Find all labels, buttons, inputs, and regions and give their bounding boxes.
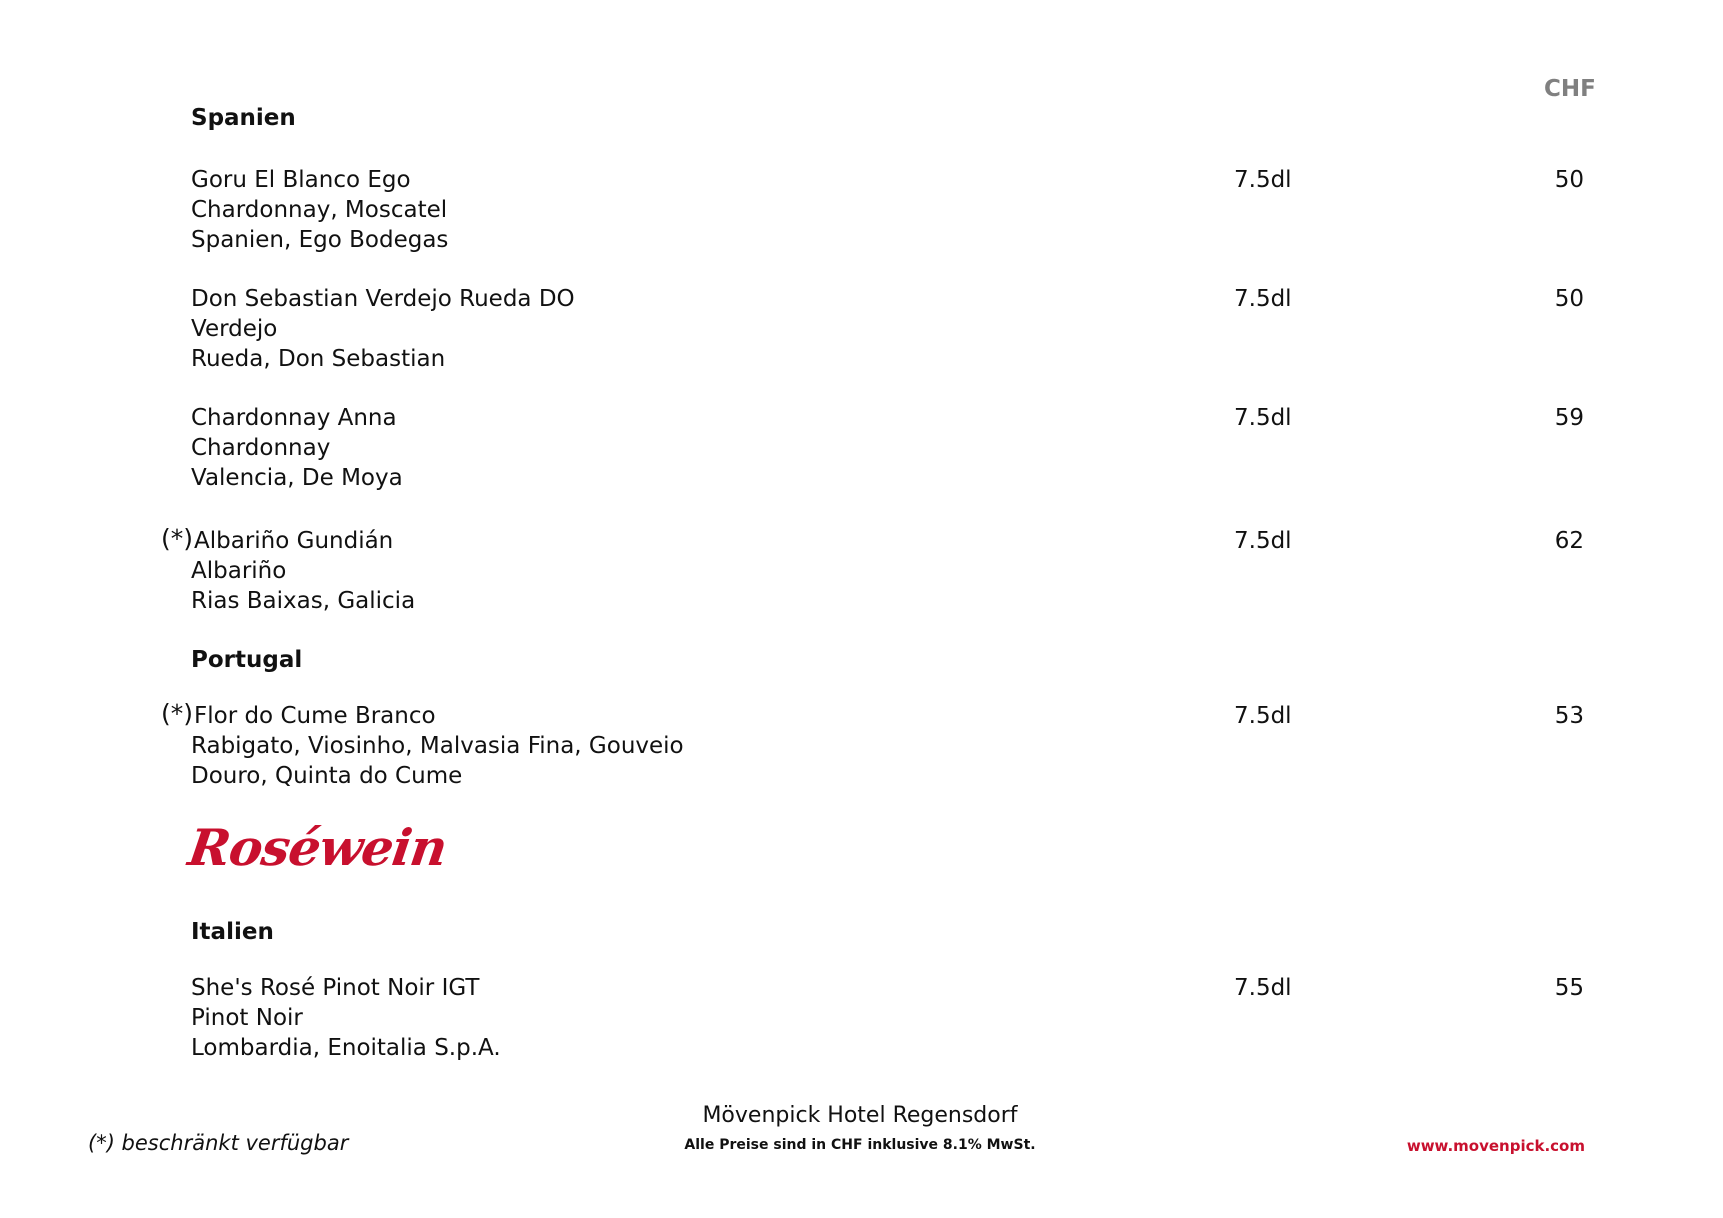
wine-price: 55 <box>1554 975 1584 1001</box>
section-title-portugal: Portugal <box>191 647 303 673</box>
section-title-rosewein: Roséwein <box>184 818 451 877</box>
hotel-name: Mövenpick Hotel Regensdorf <box>702 1103 1018 1128</box>
wine-item-goru-el-blanco-ego <box>0 165 1723 265</box>
wine-size: 7.5dl <box>1234 703 1292 729</box>
wine-origin: Valencia, De Moya <box>191 465 403 491</box>
section-title-italien: Italien <box>191 919 274 945</box>
limited-availability-marker: (*) <box>161 524 194 553</box>
wine-grapes: Chardonnay, Moscatel <box>191 197 448 223</box>
wine-size: 7.5dl <box>1234 167 1292 193</box>
wine-name: Don Sebastian Verdejo Rueda DO <box>191 286 575 312</box>
price-note: Alle Preise sind in CHF inklusive 8.1% MwSt. <box>684 1137 1036 1153</box>
wine-size: 7.5dl <box>1234 528 1292 554</box>
wine-origin: Douro, Quinta do Cume <box>191 763 463 789</box>
wine-item-shes-rose-pinot-noir <box>0 973 1723 1073</box>
wine-name: Flor do Cume Branco <box>194 703 436 729</box>
wine-size: 7.5dl <box>1234 975 1292 1001</box>
wine-name: Albariño Gundián <box>194 528 394 554</box>
wine-item-flor-do-cume-branco <box>0 701 1723 801</box>
wine-grapes: Rabigato, Viosinho, Malvasia Fina, Gouveio <box>191 733 684 759</box>
currency-column-header: CHF <box>1544 76 1596 102</box>
wine-origin: Rueda, Don Sebastian <box>191 346 446 372</box>
wine-price: 53 <box>1554 703 1584 729</box>
wine-name: Chardonnay Anna <box>191 405 397 431</box>
wine-price: 59 <box>1554 405 1584 431</box>
wine-name: She's Rosé Pinot Noir IGT <box>191 975 480 1001</box>
wine-grapes: Chardonnay <box>191 435 331 461</box>
wine-name: Goru El Blanco Ego <box>191 167 411 193</box>
wine-origin: Lombardia, Enoitalia S.p.A. <box>191 1035 501 1061</box>
wine-price: 62 <box>1554 528 1584 554</box>
wine-item-chardonnay-anna <box>0 403 1723 503</box>
wine-item-don-sebastian-verdejo <box>0 284 1723 384</box>
wine-item-albarino-gundian <box>0 526 1723 626</box>
section-title-spanien: Spanien <box>191 105 296 131</box>
wine-grapes: Albariño <box>191 558 287 584</box>
wine-size: 7.5dl <box>1234 286 1292 312</box>
wine-grapes: Verdejo <box>191 316 278 342</box>
wine-origin: Rias Baixas, Galicia <box>191 588 416 614</box>
wine-price: 50 <box>1554 286 1584 312</box>
wine-origin: Spanien, Ego Bodegas <box>191 227 449 253</box>
footnote-limited-availability: (*) beschränkt verfügbar <box>88 1131 349 1155</box>
limited-availability-marker: (*) <box>161 699 194 728</box>
wine-price: 50 <box>1554 167 1584 193</box>
wine-size: 7.5dl <box>1234 405 1292 431</box>
wine-grapes: Pinot Noir <box>191 1005 303 1031</box>
website-link[interactable]: www.movenpick.com <box>1406 1137 1585 1155</box>
